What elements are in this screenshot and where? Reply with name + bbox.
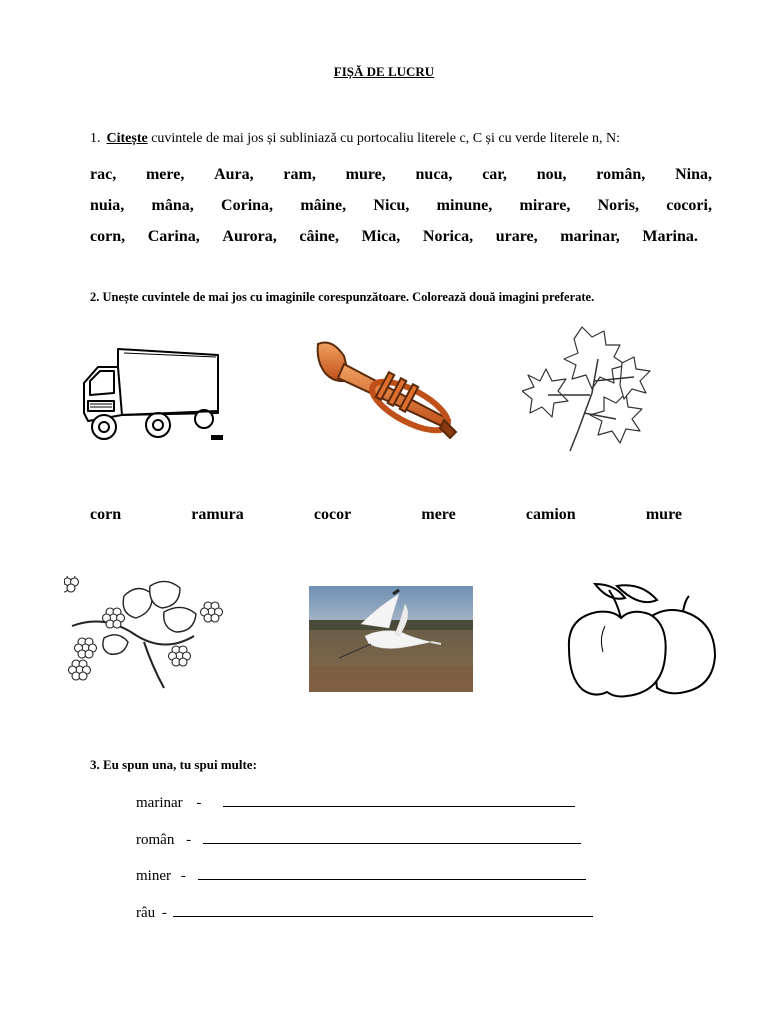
blackberry-branch-drawing xyxy=(64,576,232,694)
word: Marina. xyxy=(642,228,698,245)
word: mâna, xyxy=(151,197,194,214)
word: mirare, xyxy=(519,197,571,214)
word: minune, xyxy=(436,197,493,214)
answer-blank-rau[interactable] xyxy=(173,902,593,917)
word: Noris, xyxy=(597,197,639,214)
word: nuca, xyxy=(415,166,453,183)
word: Aurora, xyxy=(222,228,277,245)
word: mâine, xyxy=(300,197,347,214)
apples-drawing xyxy=(565,578,720,700)
plural-word: miner xyxy=(136,868,171,884)
exercise-1-text: cuvintele de mai jos și subliniază cu portocaliu literele c, C și cu verde literele n, N: xyxy=(151,131,621,146)
word: cocori, xyxy=(666,197,712,214)
word: ram, xyxy=(283,166,316,183)
word-row-2 xyxy=(90,197,712,215)
plural-separator: - xyxy=(180,868,186,884)
plural-item-miner xyxy=(136,865,586,885)
trumpet-picture xyxy=(310,334,460,446)
word: marinar, xyxy=(560,228,620,245)
plural-separator: - xyxy=(161,905,167,921)
answer-blank-roman[interactable] xyxy=(203,829,581,844)
word: nuia, xyxy=(90,197,125,214)
word: car, xyxy=(482,166,507,183)
exercise-1-instruction xyxy=(90,131,620,147)
match-word-corn: corn xyxy=(90,506,122,523)
answer-blank-miner[interactable] xyxy=(198,865,586,880)
word: mere, xyxy=(145,166,185,183)
match-word-camion: camion xyxy=(525,506,576,523)
word: Nina, xyxy=(675,166,712,183)
exercise-3-instruction: 3. Eu spun una, tu spui multe: xyxy=(90,757,257,772)
plural-item-marinar xyxy=(136,792,575,812)
word: câine, xyxy=(299,228,339,245)
word-row-1 xyxy=(90,166,712,184)
truck-drawing xyxy=(78,343,228,445)
plural-separator: - xyxy=(196,795,202,811)
word-row-3 xyxy=(90,228,698,246)
word: urare, xyxy=(495,228,538,245)
match-word-mure: mure xyxy=(645,506,682,523)
plural-item-roman xyxy=(136,829,581,849)
plural-word: marinar xyxy=(136,795,183,811)
exercise-2-instruction: 2. Unește cuvintele de mai jos cu imaginile corespunzătoare. Colorează două imagini preferate. xyxy=(90,290,595,304)
match-word-cocor: cocor xyxy=(313,506,352,523)
match-word-mere: mere xyxy=(421,506,456,523)
word: Aura, xyxy=(214,166,254,183)
plural-word: român xyxy=(136,832,175,848)
match-words-row xyxy=(90,506,682,524)
word: nou, xyxy=(536,166,567,183)
plural-word: râu xyxy=(136,905,156,921)
word: corn, xyxy=(90,228,126,245)
word: mure, xyxy=(345,166,386,183)
word: Carina, xyxy=(147,228,200,245)
word: Corina, xyxy=(221,197,274,214)
word: Mica, xyxy=(361,228,401,245)
plural-separator: - xyxy=(186,832,192,848)
word: Nicu, xyxy=(373,197,410,214)
word: Norica, xyxy=(422,228,474,245)
exercise-1-verb: Citește xyxy=(106,131,148,146)
match-word-ramura: ramura xyxy=(191,506,244,523)
exercise-1-number: 1. xyxy=(90,131,101,146)
plural-item-rau xyxy=(136,902,593,922)
crane-photo xyxy=(309,586,473,692)
leaves-drawing xyxy=(522,323,662,453)
word: român, xyxy=(596,166,646,183)
page-title: FIȘĂ DE LUCRU xyxy=(333,64,435,79)
answer-blank-marinar[interactable] xyxy=(223,792,575,807)
word: rac, xyxy=(90,166,117,183)
